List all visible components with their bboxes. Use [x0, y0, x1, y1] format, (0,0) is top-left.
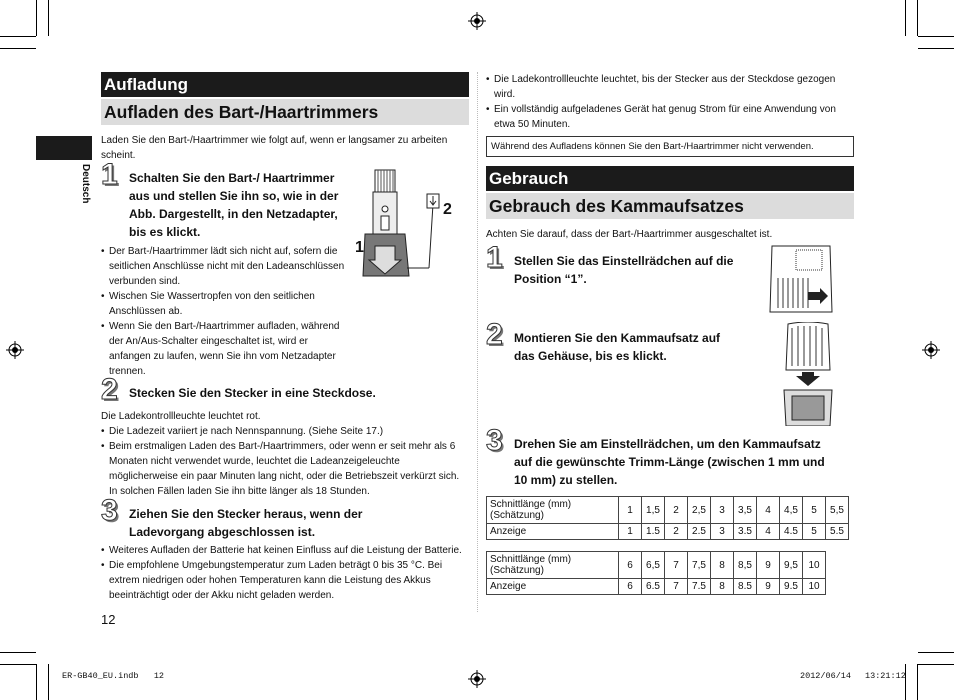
step-3 — [101, 494, 411, 541]
dial-illustration — [766, 244, 836, 314]
table-cell: 2 — [665, 524, 688, 540]
figure-label-2: 2 — [443, 201, 452, 218]
table-cell: 3.5 — [734, 524, 757, 540]
step-text: Montieren Sie den Kammaufsatz auf das Gehäuse, bis es klickt. — [514, 331, 721, 363]
table-cell: 10 — [803, 579, 826, 595]
intro-text: Laden Sie den Bart-/Haartrimmer wie folgt auf, wenn er langsamer zu arbeiten scheint. — [101, 135, 448, 161]
step-number: 2 — [101, 373, 118, 406]
table-row — [487, 552, 826, 579]
crop-mark — [48, 664, 49, 700]
crop-mark — [918, 36, 954, 37]
table-cell: 9.5 — [780, 579, 803, 595]
step-1 — [101, 158, 351, 241]
table-cell: 6 — [619, 552, 642, 579]
registration-mark-icon — [6, 341, 24, 359]
crop-mark — [917, 664, 918, 700]
step-number: 3 — [101, 494, 118, 527]
table-cell: 4 — [757, 497, 780, 524]
registration-mark-icon — [922, 341, 940, 359]
table-cell: 5 — [803, 524, 826, 540]
column-divider — [477, 72, 478, 612]
crop-mark — [918, 48, 954, 49]
table-cell: 3,5 — [734, 497, 757, 524]
crop-mark — [905, 0, 906, 36]
table-cell: 1 — [619, 497, 642, 524]
table-cell: 9 — [757, 552, 780, 579]
table-cell: 1 — [619, 524, 642, 540]
table-cell: 10 — [803, 552, 826, 579]
intro-text: Achten Sie darauf, dass der Bart-/Haartrimmer ausgeschaltet ist. — [486, 229, 773, 240]
step-2 — [101, 373, 469, 406]
step-number: 1 — [101, 158, 118, 191]
step-2-notes — [101, 424, 469, 499]
table-cell: 2 — [665, 497, 688, 524]
table-cell: 8 — [711, 579, 734, 595]
table-cell: 8 — [711, 552, 734, 579]
table-cell: 6.5 — [642, 579, 665, 595]
note-item: • Die Ladezeit variiert je nach Nennspannung. (Siehe Seite 17.) — [101, 424, 469, 439]
left-column — [101, 72, 469, 603]
comb-attachment-illustration — [778, 322, 838, 426]
table-row — [487, 579, 826, 595]
step-number: 2 — [486, 318, 503, 351]
table-cell: 5,5 — [826, 497, 849, 524]
registration-mark-icon — [468, 670, 486, 688]
table-cell: 8.5 — [734, 579, 757, 595]
table-cell: 1,5 — [642, 497, 665, 524]
table-cell: 9,5 — [780, 552, 803, 579]
crop-mark — [918, 652, 954, 653]
table-cell: 2.5 — [688, 524, 711, 540]
step-text: Schalten Sie den Bart-/ Haartrimmer aus und stellen Sie ihn so, wie in der Abb. Dargestellt, in den Netzadapter, bis es klickt. — [129, 171, 339, 239]
note-item: • Der Bart-/Haartrimmer lädt sich nicht auf, sofern die seitlichen Anschlüsse nicht mit den Ladeanschlüssen verbunden sind. — [101, 244, 349, 289]
table-cell: Schnittlänge (mm) (Schätzung) — [487, 552, 619, 579]
charging-illustration — [351, 164, 463, 286]
subsection-title: Gebrauch des Kammaufsatzes — [486, 193, 854, 219]
crop-mark — [48, 0, 49, 36]
table-row — [487, 524, 849, 540]
trim-length-table-2 — [486, 551, 826, 595]
language-label: Deutsch — [80, 164, 91, 204]
crop-mark — [905, 664, 906, 700]
note-item: • Wenn Sie den Bart-/Haartrimmer aufladen, während der An/Aus-Schalter eingeschaltet ist, wird er anfangen zu laufen, wenn Sie ihn vom Netzadapter trennen. — [101, 319, 349, 379]
footer-file: ER-GB40_EU.indb 12 — [62, 671, 165, 681]
note-item: • Beim erstmaligen Laden des Bart-/Haartrimmers, oder wenn er seit mehr als 6 Monaten nicht verwendet wurde, leuchtet die Ladeanzeigeleuchte möglicherweise ein paar Minuten lang nicht, oder die Betriebszeit verkürzt sich. In solchen Fällen laden Sie ihn bitte länger als 18 Stunden. — [101, 439, 469, 499]
table-cell: 1.5 — [642, 524, 665, 540]
crop-mark — [0, 664, 36, 665]
step-text: Stellen Sie das Einstellrädchen auf die Position “1”. — [514, 254, 734, 286]
table-cell: 6 — [619, 579, 642, 595]
table-cell: 4 — [757, 524, 780, 540]
crop-mark — [918, 664, 954, 665]
page-number: 12 — [101, 612, 116, 627]
step-2-intro: Die Ladekontrollleuchte leuchtet rot. — [101, 411, 261, 422]
note-item: • Weiteres Aufladen der Batterie hat keinen Einfluss auf die Leistung der Batterie. — [101, 543, 469, 558]
table-cell: 4.5 — [780, 524, 803, 540]
table-cell: Anzeige — [487, 524, 619, 540]
step-text: Stecken Sie den Stecker in eine Steckdose. — [129, 386, 376, 400]
section-title: Aufladung — [101, 72, 469, 97]
table-cell: 3 — [711, 497, 734, 524]
table-cell: 5 — [803, 497, 826, 524]
step-2 — [486, 318, 744, 365]
footer-date: 2012/06/14 — [800, 671, 852, 681]
table-cell: Schnittlänge (mm) (Schätzung) — [487, 497, 619, 524]
crop-mark — [0, 48, 36, 49]
step-3 — [486, 424, 826, 489]
step-text: Ziehen Sie den Stecker heraus, wenn der Ladevorgang abgeschlossen ist. — [129, 507, 363, 539]
crop-mark — [36, 664, 37, 700]
table-cell: 2,5 — [688, 497, 711, 524]
table-cell: 6,5 — [642, 552, 665, 579]
trim-length-table-1 — [486, 496, 849, 540]
table-cell: 7,5 — [688, 552, 711, 579]
table-cell: Anzeige — [487, 579, 619, 595]
table-cell: 9 — [757, 579, 780, 595]
table-cell: 4,5 — [780, 497, 803, 524]
subsection-title: Aufladen des Bart-/Haartrimmers — [101, 99, 469, 125]
note-item: • Wischen Sie Wassertropfen von den seitlichen Anschlüssen ab. — [101, 289, 349, 319]
table-cell: 5.5 — [826, 524, 849, 540]
crop-mark — [0, 36, 36, 37]
crop-mark — [36, 0, 37, 36]
table-cell: 8,5 — [734, 552, 757, 579]
step-1 — [486, 241, 744, 288]
footer-time: 13:21:12 — [865, 671, 906, 681]
warning-box: Während des Aufladens können Sie den Bart-/Haartrimmer nicht verwenden. — [486, 136, 854, 157]
table-cell: 7 — [665, 579, 688, 595]
note-item: • Die empfohlene Umgebungstemperatur zum Laden beträgt 0 bis 35 °C. Bei extrem niedrigen oder hohen Temperaturen kann die Leistung des Akkus beeinträchtigt oder der Akku nicht geladen werden. — [101, 558, 469, 603]
step-1-notes — [101, 244, 349, 379]
table-cell: 7.5 — [688, 579, 711, 595]
step-number: 1 — [486, 241, 503, 274]
language-tab — [36, 136, 92, 160]
crop-mark — [917, 0, 918, 36]
section-title: Gebrauch — [486, 166, 854, 191]
step-3-notes — [101, 543, 469, 603]
table-row — [487, 497, 849, 524]
figure-label-1: 1 — [355, 239, 364, 256]
step-text: Drehen Sie am Einstellrädchen, um den Kammaufsatz auf die gewünschte Trimm-Länge (zwischen 1 mm und 10 mm) zu stellen. — [514, 437, 825, 487]
registration-mark-icon — [468, 12, 486, 30]
table-cell: 7 — [665, 552, 688, 579]
step-number: 3 — [486, 424, 503, 457]
table-cell: 3 — [711, 524, 734, 540]
note-item: • Ein vollständig aufgeladenes Gerät hat genug Strom für eine Anwendung von etwa 50 Minuten. — [486, 102, 854, 132]
note-item: • Die Ladekontrollleuchte leuchtet, bis der Stecker aus der Steckdose gezogen wird. — [486, 72, 854, 102]
crop-mark — [0, 652, 36, 653]
